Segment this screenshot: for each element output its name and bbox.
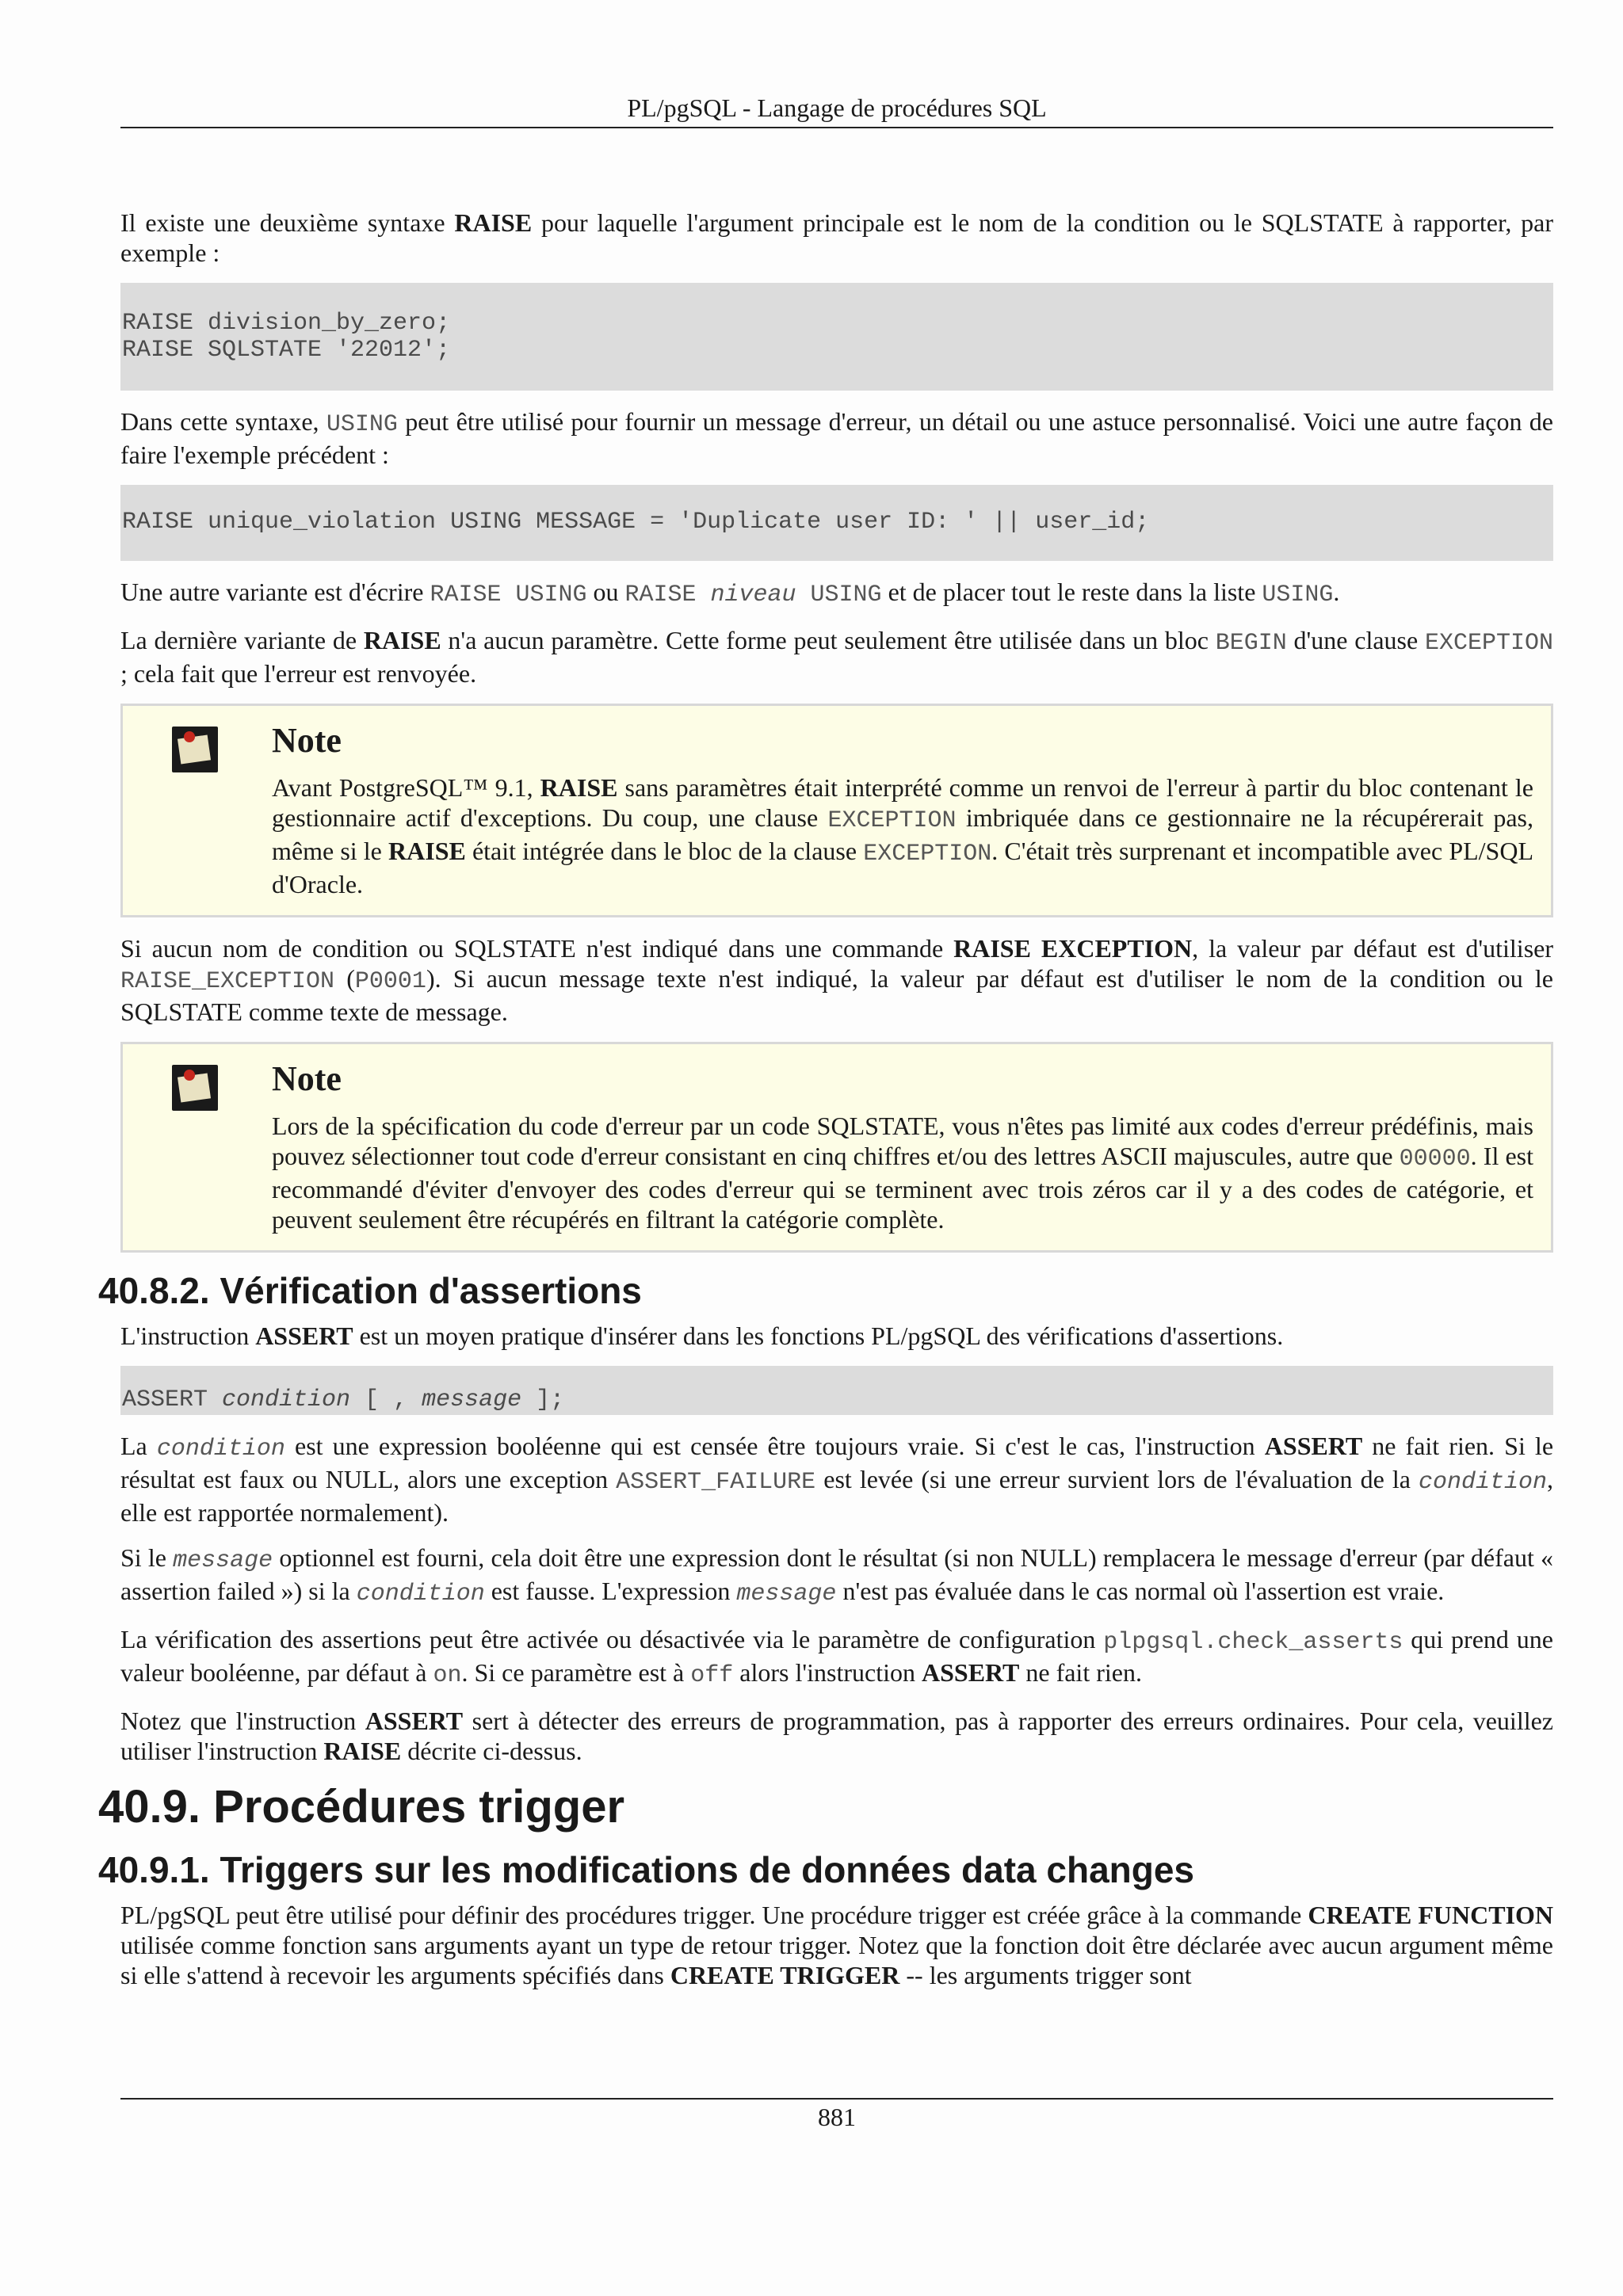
paragraph: La vérification des assertions peut être activée ou désactivée via le paramètre de configuration plpgsql.check_asserts qui prend une valeur booléenne, par défaut à on. Si ce paramètre est à off alors l'instruction ASSERT ne fait rien.: [120, 1625, 1554, 1689]
note-title: Note: [272, 1059, 342, 1098]
page-body: [98, 208, 1554, 2005]
running-header: PL/pgSQL - Langage de procédures SQL: [120, 92, 1553, 128]
paragraph: Il existe une deuxième syntaxe RAISE pour laquelle l'argument principale est le nom de la condition ou le SQLSTATE à rapporter, par exemple :: [120, 208, 1554, 267]
note-icon: [172, 1065, 218, 1111]
code-block: RAISE unique_violation USING MESSAGE = 'Duplicate user ID: ' || user_id;: [120, 485, 1553, 561]
note-text: Avant PostgreSQL™ 9.1, RAISE sans paramètres était interprété comme un renvoi de l'erreur à partir du bloc contenant le gestionnaire actif d'exceptions. Du coup, une clause EXCEPTION imbriquée dans ce gestionnaire ne la récupérerait pas, même si le RAISE était intégrée dans le bloc de la clause EXCEPTION. C'était très surprenant et incompatible avec PL/SQL d'Oracle.: [272, 773, 1534, 898]
section-heading: 40.9.1. Triggers sur les modifications de données data changes: [98, 1849, 1195, 1890]
note-title: Note: [272, 721, 342, 760]
paragraph: La dernière variante de RAISE n'a aucun paramètre. Cette forme peut seulement être utilisée dans un bloc BEGIN d'une clause EXCEPTION ; cela fait que l'erreur est renvoyée.: [120, 626, 1554, 688]
note-icon: [172, 727, 218, 772]
chapter-section-heading: 40.9. Procédures trigger: [98, 1781, 625, 1833]
note-box: [120, 704, 1553, 917]
paragraph: Si le message optionnel est fourni, cela doit être une expression dont le résultat (si non NULL) remplacera le message d'erreur (par défaut « assertion failed ») si la condition est fausse. L'expression message n'est pas évaluée dans le cas normal où l'assertion est vraie.: [120, 1543, 1554, 1608]
section-heading: 40.8.2. Vérification d'assertions: [98, 1270, 642, 1311]
paragraph: Dans cette syntaxe, USING peut être utilisé pour fournir un message d'erreur, un détail ou une astuce personnalisé. Voici une autre façon de faire l'exemple précédent :: [120, 407, 1554, 469]
paragraph: Une autre variante est d'écrire RAISE USING ou RAISE niveau USING et de placer tout le reste dans la liste USING.: [120, 578, 1340, 608]
note-text: Lors de la spécification du code d'erreur par un code SQLSTATE, vous n'êtes pas limité aux codes d'erreur prédéfinis, mais pouvez sélectionner tout code d'erreur consistant en cinq chiffres et/ou des lettres ASCII majuscules, autre que 00000. Il est recommandé d'éviter d'envoyer des codes d'erreur qui se terminent avec trois zéros car il y a des codes de catégorie, et peuvent seulement être récupérés en filtrant la catégorie complète.: [272, 1112, 1534, 1234]
paragraph: Si aucun nom de condition ou SQLSTATE n'est indiqué dans une commande RAISE EXCEPTION, la valeur par défaut est d'utiliser RAISE_EXCEPTION (P0001). Si aucun message texte n'est indiqué, la valeur par défaut est d'utiliser le nom de la condition ou le SQLSTATE comme texte de message.: [120, 934, 1554, 1026]
paragraph: Notez que l'instruction ASSERT sert à détecter des erreurs de programmation, pas à rapporter des erreurs ordinaires. Pour cela, veuillez utiliser l'instruction RAISE décrite ci-dessus.: [120, 1707, 1554, 1765]
note-box: [120, 1042, 1553, 1253]
page-number: 881: [120, 2098, 1553, 2133]
paragraph: La condition est une expression booléenne qui est censée être toujours vraie. Si c'est le cas, l'instruction ASSERT ne fait rien. Si le résultat est faux ou NULL, alors une exception ASSERT_FAILURE est levée (si une erreur survient lors de l'évaluation de la condition, elle est rapportée normalement).: [120, 1432, 1554, 1527]
code-block: ASSERT condition [ , message ];: [120, 1366, 1553, 1415]
code-block: RAISE division_by_zero; RAISE SQLSTATE '22012';: [120, 283, 1553, 391]
paragraph: L'instruction ASSERT est un moyen pratique d'insérer dans les fonctions PL/pgSQL des vérifications d'assertions.: [120, 1322, 1284, 1350]
paragraph: PL/pgSQL peut être utilisé pour définir des procédures trigger. Une procédure trigger est créée grâce à la commande CREATE FUNCTION utilisée comme fonction sans arguments ayant un type de retour trigger. Notez que la fonction doit être déclarée avec aucun argument même si elle s'attend à recevoir les arguments spécifiés dans CREATE TRIGGER -- les arguments trigger sont: [120, 1901, 1554, 1989]
